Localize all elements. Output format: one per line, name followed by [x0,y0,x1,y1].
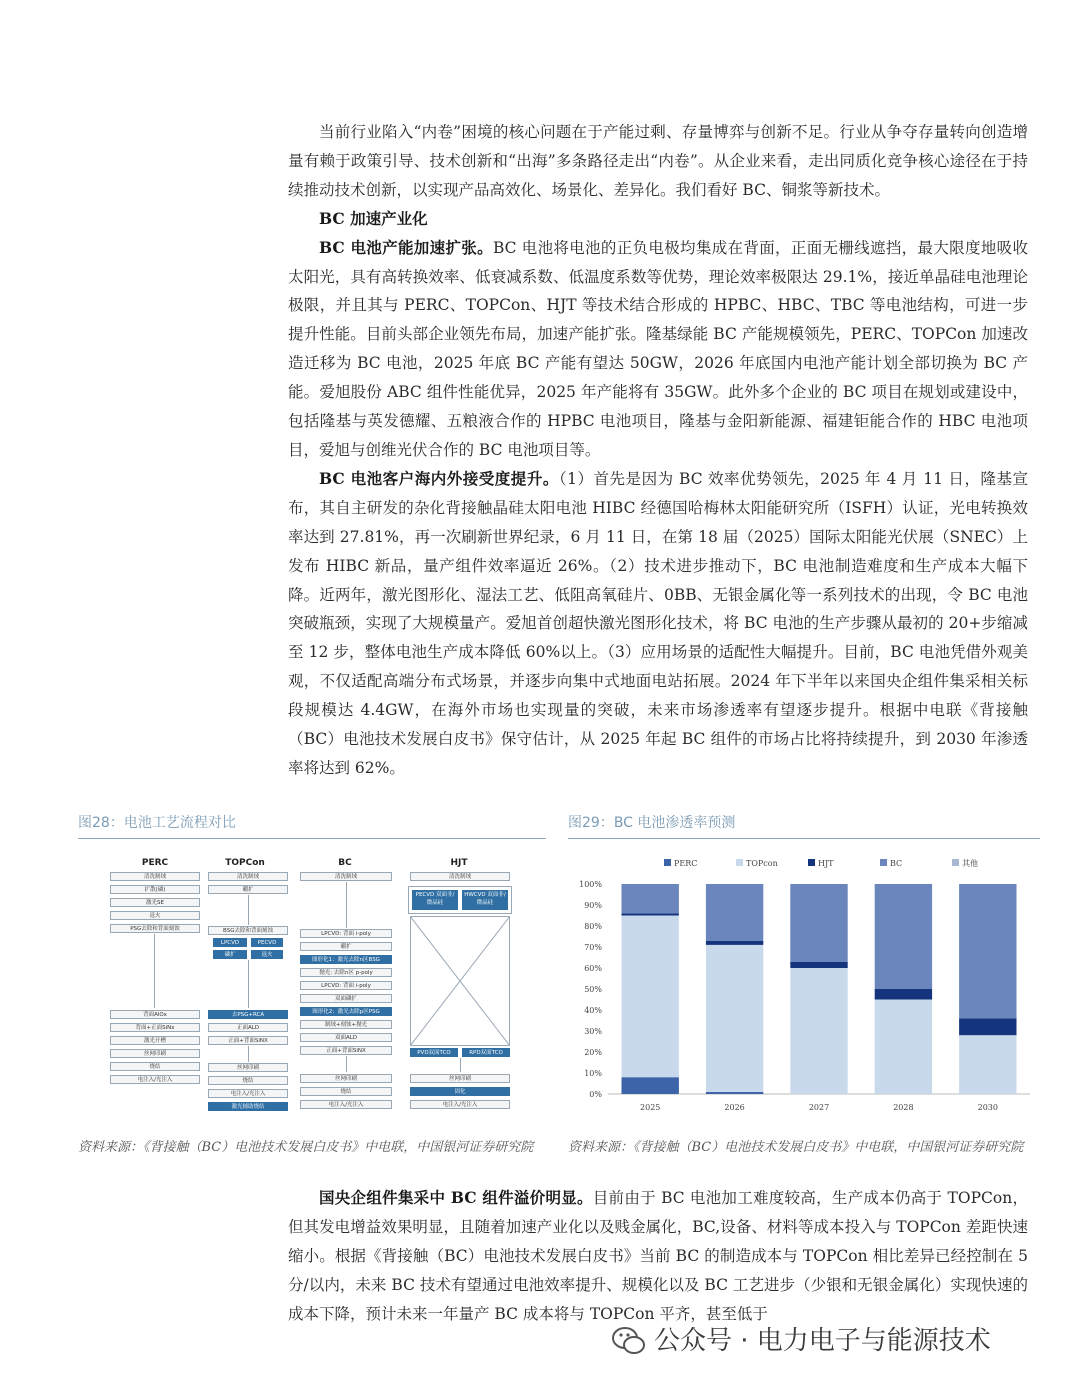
paragraph-4: 国央企组件集采中 BC 组件溢价明显。目前由于 BC 电池加工难度较高，生产成本仍高于 TOPCon，但其发电增益效果明显，且随着加速产业化以及贱金属化，BC,设备、材料等成本投入与 TOPCon 差距快速缩小。根据《背接触（BC）电池技术发展白皮书》当前 BC 的制造成本与 TOPCon 相比差异已经控制在 5 分/以内，未来 BC 技术有望通过电池效率提升、规模化以及 BC 工艺进步（少银和无银金属化）实现快速的成本下降，预计未来一年量产 BC 成本将与 TOPCon 平齐，甚至低于 [288,1188,1028,1323]
hjt-step: 清洗制绒 [410,872,510,881]
bc-step: 正面+背面SiNX [300,1046,392,1055]
bc-step: 电注入/光注入 [300,1100,392,1109]
topcon-step: 磷扩 [213,950,247,959]
figure29-title: 图29：BC 电池渗透率预测 [568,812,1040,839]
y-tick-label: 90% [584,901,602,910]
perc-step: 丝网印刷 [110,1049,200,1058]
watermark-text: 公众号 · 电力电子与能源技术 [654,1326,991,1356]
topcon-step: BSG去除和背面刻蚀 [208,926,288,935]
bar-segment [875,989,932,1000]
figure28-source: 资料来源：《背接触（BC）电池技术发展白皮书》中电联，中国银河证券研究院 [78,1140,534,1155]
bc-step: LPCVD: 背面 i-poly [300,929,392,938]
bar-segment [706,1092,763,1094]
topcon-step: 硼扩 [208,885,288,894]
col-head-topcon: TOPCon [225,858,265,868]
connector-line [346,1056,347,1072]
bar-segment [790,968,847,1094]
legend-label: PERC [674,859,698,868]
y-tick-label: 0% [589,1090,602,1099]
topcon-step: 退火 [251,950,283,959]
bc-step: 硼扩 [300,942,392,951]
legend-swatch [880,859,887,866]
section-heading: BC 加速产业化 [319,208,428,228]
wechat-icon [612,1326,646,1356]
bar-segment [790,884,847,962]
bc-step: LPCVD: 背面 i-poly [300,981,392,990]
bar-segment [959,1035,1016,1094]
col-head-perc: PERC [141,858,169,868]
perc-step: 激光开槽 [110,1036,200,1045]
x-tick-label: 2026 [724,1103,745,1112]
perc-step: 激光SE [110,898,200,907]
bar-segment [706,884,763,941]
hjt-step: RPD双面TCO [462,1048,510,1057]
y-tick-label: 30% [584,1027,602,1036]
y-tick-label: 100% [579,880,602,889]
penetration-chart [568,848,1040,1124]
bar-segment [622,884,679,913]
y-tick-label: 60% [584,964,602,973]
y-tick-label: 40% [584,1006,602,1015]
topcon-step: PECVD [251,938,283,947]
bar-segment [706,945,763,1092]
figure29-source: 资料来源：《背接触（BC）电池技术发展白皮书》中电联，中国银河证券研究院 [568,1140,1024,1155]
legend-swatch [736,859,743,866]
y-tick-label: 10% [584,1069,602,1078]
legend-swatch [952,859,959,866]
connector-line [248,1046,249,1062]
paragraph-1: 当前行业陷入“内卷”困境的核心问题在于产能过剩、存量博弈与创新不足。行业从争夺存量转向创造增量有赖于政策引导、技术创新和“出海”多条路径走出“内卷”。从企业来看，走出同质化竞争核心途径在于持续推动技术创新，以实现产品高效化、场景化、差异化。我们看好 BC、铜浆等新技术。 [288,123,1028,199]
y-tick-label: 20% [584,1048,602,1057]
legend-label: BC [890,859,903,868]
top-text-block [288,118,1028,783]
x-tick-label: 2030 [977,1103,998,1112]
topcon-step: LPCVD [213,938,247,947]
topcon-step: 电注入/光注入 [208,1089,288,1098]
legend-swatch [808,859,815,866]
bc-step: 丝网印刷 [300,1074,392,1083]
paragraph-2: BC 电池产能加速扩张。BC 电池将电池的正负电极均集成在背面，正面无栅线遮挡，最大限度地吸收太阳光，具有高转换效率、低衰减系数、低温度系数等优势，理论效率极限达 29.1%，接近单晶硅电池理论极限，并且其与 PERC、TOPCon、HJT 等技术结合形成的 HPBC、HBC、TBC 等电池结构，可进一步提升性能。目前头部企业领先布局，加速产能扩张。隆基绿能 BC 产能规模领先，PERC、TOPCon 加速改造迁移为 BC 电池，2025 年底 BC 产能有望达 50GW，2026 年底国内电池产能计划全部切换为 BC 产能。爱旭股份 ABC 组件性能优异，2025 年产能将有 35GW。此外多个企业的 BC 项目在规划或建设中，包括隆基与英发德耀、五粮液合作的 HPBC 电池项目，隆基与金阳新能源、福建钜能合作的 HBC 电池项目，爱旭与创维光伏合作的 BC 电池项目等。 [288,237,1028,459]
topcon-step: 激光辅助烧结 [208,1102,288,1111]
bc-step: 烧结 [300,1087,392,1096]
bc-step: 双面ALD [300,1033,392,1042]
legend-label: TOPcon [746,859,778,868]
topcon-step: 去PSG+RCA [208,1010,288,1019]
legend-label: HJT [818,859,834,868]
topcon-step: 正面+背面SiNX [208,1036,288,1045]
bar-segment [875,1000,932,1095]
bc-step: 图形化2：激光去除p区PSG [300,1007,392,1016]
legend-label: 其他 [962,859,978,868]
bottom-text-block [288,1184,1028,1329]
figure28-title: 图28：电池工艺流程对比 [78,812,546,839]
bar-segment [959,884,1016,1018]
y-tick-label: 50% [584,985,602,994]
perc-step: 背面AlOx [110,1010,200,1019]
perc-step: 电注入/光注入 [110,1075,200,1084]
hjt-skipped-steps-cross [410,916,510,1046]
col-head-bc: BC [338,858,352,868]
bc-step: 抛光: 去除n区 p-poly [300,968,392,977]
hjt-step: 固化 [410,1087,510,1096]
bc-step: 图形化1：激光去除n区BSG [300,955,392,964]
perc-step: 退火 [110,911,200,920]
hjt-step: 电注入/光注入 [410,1100,510,1109]
connector-line [248,960,249,1008]
penetration-chart-svg [568,848,1040,1124]
y-tick-label: 70% [584,943,602,952]
topcon-step: 清洗制绒 [208,872,288,881]
bar-segment [959,1018,1016,1035]
connector-line [346,882,347,928]
legend-swatch [664,859,671,866]
bar-segment [622,913,679,915]
hjt-step: 丝网印刷 [410,1074,510,1083]
bar-segment [790,962,847,968]
bar-segment [622,1077,679,1094]
x-tick-label: 2025 [640,1103,661,1112]
hjt-step: PVD双面TCO [410,1048,458,1057]
bc-step: 制绒+刻蚀+抛光 [300,1020,392,1029]
connector-line [154,934,155,1008]
bc-step: 双面磷扩 [300,994,392,1003]
bar-segment [875,884,932,989]
process-diagram [80,848,546,1128]
col-head-hjt: HJT [450,858,468,868]
perc-step: PSG去除和背面刻蚀 [110,924,200,933]
topcon-step: 正面ALD [208,1023,288,1032]
topcon-step: 烧结 [208,1076,288,1085]
perc-step: 烧结 [110,1062,200,1071]
paragraph-3: BC 电池客户海内外接受度提升。（1）首先是因为 BC 效率优势领先，2025 年 4 月 11 日，隆基宣布，其自主研发的杂化背接触晶硅太阳电池 HIBC 经德国哈梅林太阳能研究所（ISFH）认证，光电转换效率达到 27.81%，再一次刷新世界纪录，6 月 11 日，在第 18 届（2025）国际太阳能光伏展（SNEC）上发布 HIBC 新品，量产组件效率逼近 26%。（2）技术进步推动下，BC 电池制造难度和生产成本大幅下降。近两年，激光图形化、湿法工艺、低阻高氧硅片、0BB、无银金属化等一系列技术的出现，令 BC 电池突破瓶颈，实现了大规模量产。爱旭首创超快激光图形化技术，将 BC 电池的生产步骤从最初的 20+步缩减至 12 步，整体电池生产成本降低 60%以上。（3）应用场景的适配性大幅提升。目前，BC 电池凭借外观美观，不仅适配高端分布式场景，并逐步向集中式地面电站拓展。2024 年下半年以来国央企组件集采相关标段规模达 4.4GW，在海外市场也实现量的突破，未来市场渗透率有望逐步提升。根据中电联《背接触（BC）电池技术发展白皮书》保守估计，从 2025 年起 BC 组件的市场占比将持续提升，到 2030 年渗透率将达到 62%。 [288,468,1028,777]
hjt-step: HWCVD 双面非/微晶硅 [462,890,508,910]
y-tick-label: 80% [584,922,602,931]
connector-line [460,1058,461,1072]
bc-step: 清洗制绒 [300,872,392,881]
connector-line [248,895,249,925]
topcon-step: 丝网印刷 [208,1063,288,1072]
bar-segment [622,916,679,1078]
x-tick-label: 2028 [893,1103,914,1112]
perc-step: 扩散(磷) [110,885,200,894]
hjt-step: PECVD 双面非/微晶硅 [412,890,458,910]
perc-step: 背面+正面SiNx [110,1023,200,1032]
bar-segment [706,941,763,945]
perc-step: 清洗制绒 [110,872,200,881]
x-tick-label: 2027 [808,1103,830,1112]
